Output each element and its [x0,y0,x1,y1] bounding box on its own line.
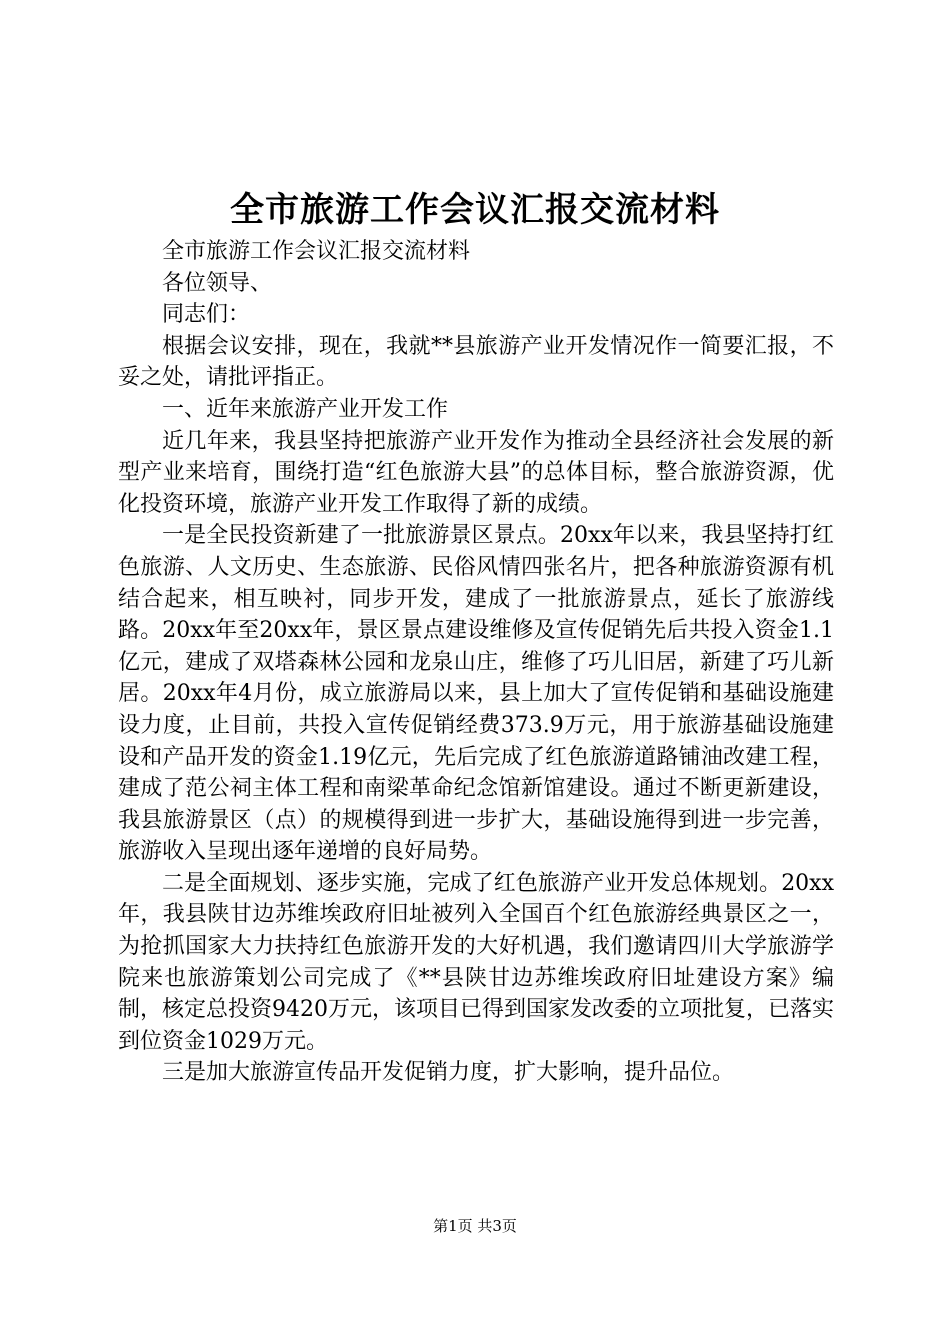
paragraph-salutation-comrades: 同志们： [162,302,251,328]
document-title: 全市旅游工作会议汇报交流材料 [230,190,720,230]
paragraph-point-3: 三是加大旅游宣传品开发促销力度，扩大影响，提升品位。 [162,1060,735,1086]
document-body [118,236,834,1089]
paragraph-salutation-leaders: 各位领导、 [162,270,273,296]
paragraph-point-2: 二是全面规划、逐步实施，完成了红色旅游产业开发总体规划。20xx年，我县陕甘边苏维埃政府旧址被列入全国百个红色旅游经典景区之一，为抢抓国家大力扶持红色旅游开发的大好机遇，我们邀请四川大学旅游学院来也旅游策划公司完成了《**县陕甘边苏维埃政府旧址建设方案》编制，核定总投资9420万元，该项目已得到国家发改委的立项批复，已落实到位资金1029万元。 [118,870,834,1054]
paragraph-intro: 根据会议安排，现在，我就**县旅游产业开发情况作一简要汇报，不妥之处，请批评指正。 [118,333,834,391]
paragraph-overview: 近几年来，我县坚持把旅游产业开发作为推动全县经济社会发展的新型产业来培育，围绕打造“红色旅游大县”的总体目标，整合旅游资源，优化投资环境，旅游产业开发工作取得了新的成绩。 [118,428,834,517]
page-footer: 第1页 共3页 [433,1217,517,1235]
paragraph-point-1: 一是全民投资新建了一批旅游景区景点。20xx年以来，我县坚持打红色旅游、人文历史、生态旅游、民俗风情四张名片，把各种旅游资源有机结合起来，相互映衬，同步开发，建成了一批旅游景点，延长了旅游线路。20xx年至20xx年，景区景点建设维修及宣传促销先后共投入资金1.1亿元，建成了双塔森林公园和龙泉山庄，维修了巧儿旧居，新建了巧儿新居。20xx年4月份，成立旅游局以来，县上加大了宣传促销和基础设施建设力度，止目前，共投入宣传促销经费373.9万元，用于旅游基础设施建设和产品开发的资金1.19亿元，先后完成了红色旅游道路铺油改建工程，建成了范公祠主体工程和南梁革命纪念馆新馆建设。通过不断更新建设，我县旅游景区（点）的规模得到进一步扩大，基础设施得到进一步完善，旅游收入呈现出逐年递增的良好局势。 [118,523,834,865]
section-heading-1: 一、近年来旅游产业开发工作 [162,396,449,422]
paragraph-subtitle: 全市旅游工作会议汇报交流材料 [162,239,471,264]
